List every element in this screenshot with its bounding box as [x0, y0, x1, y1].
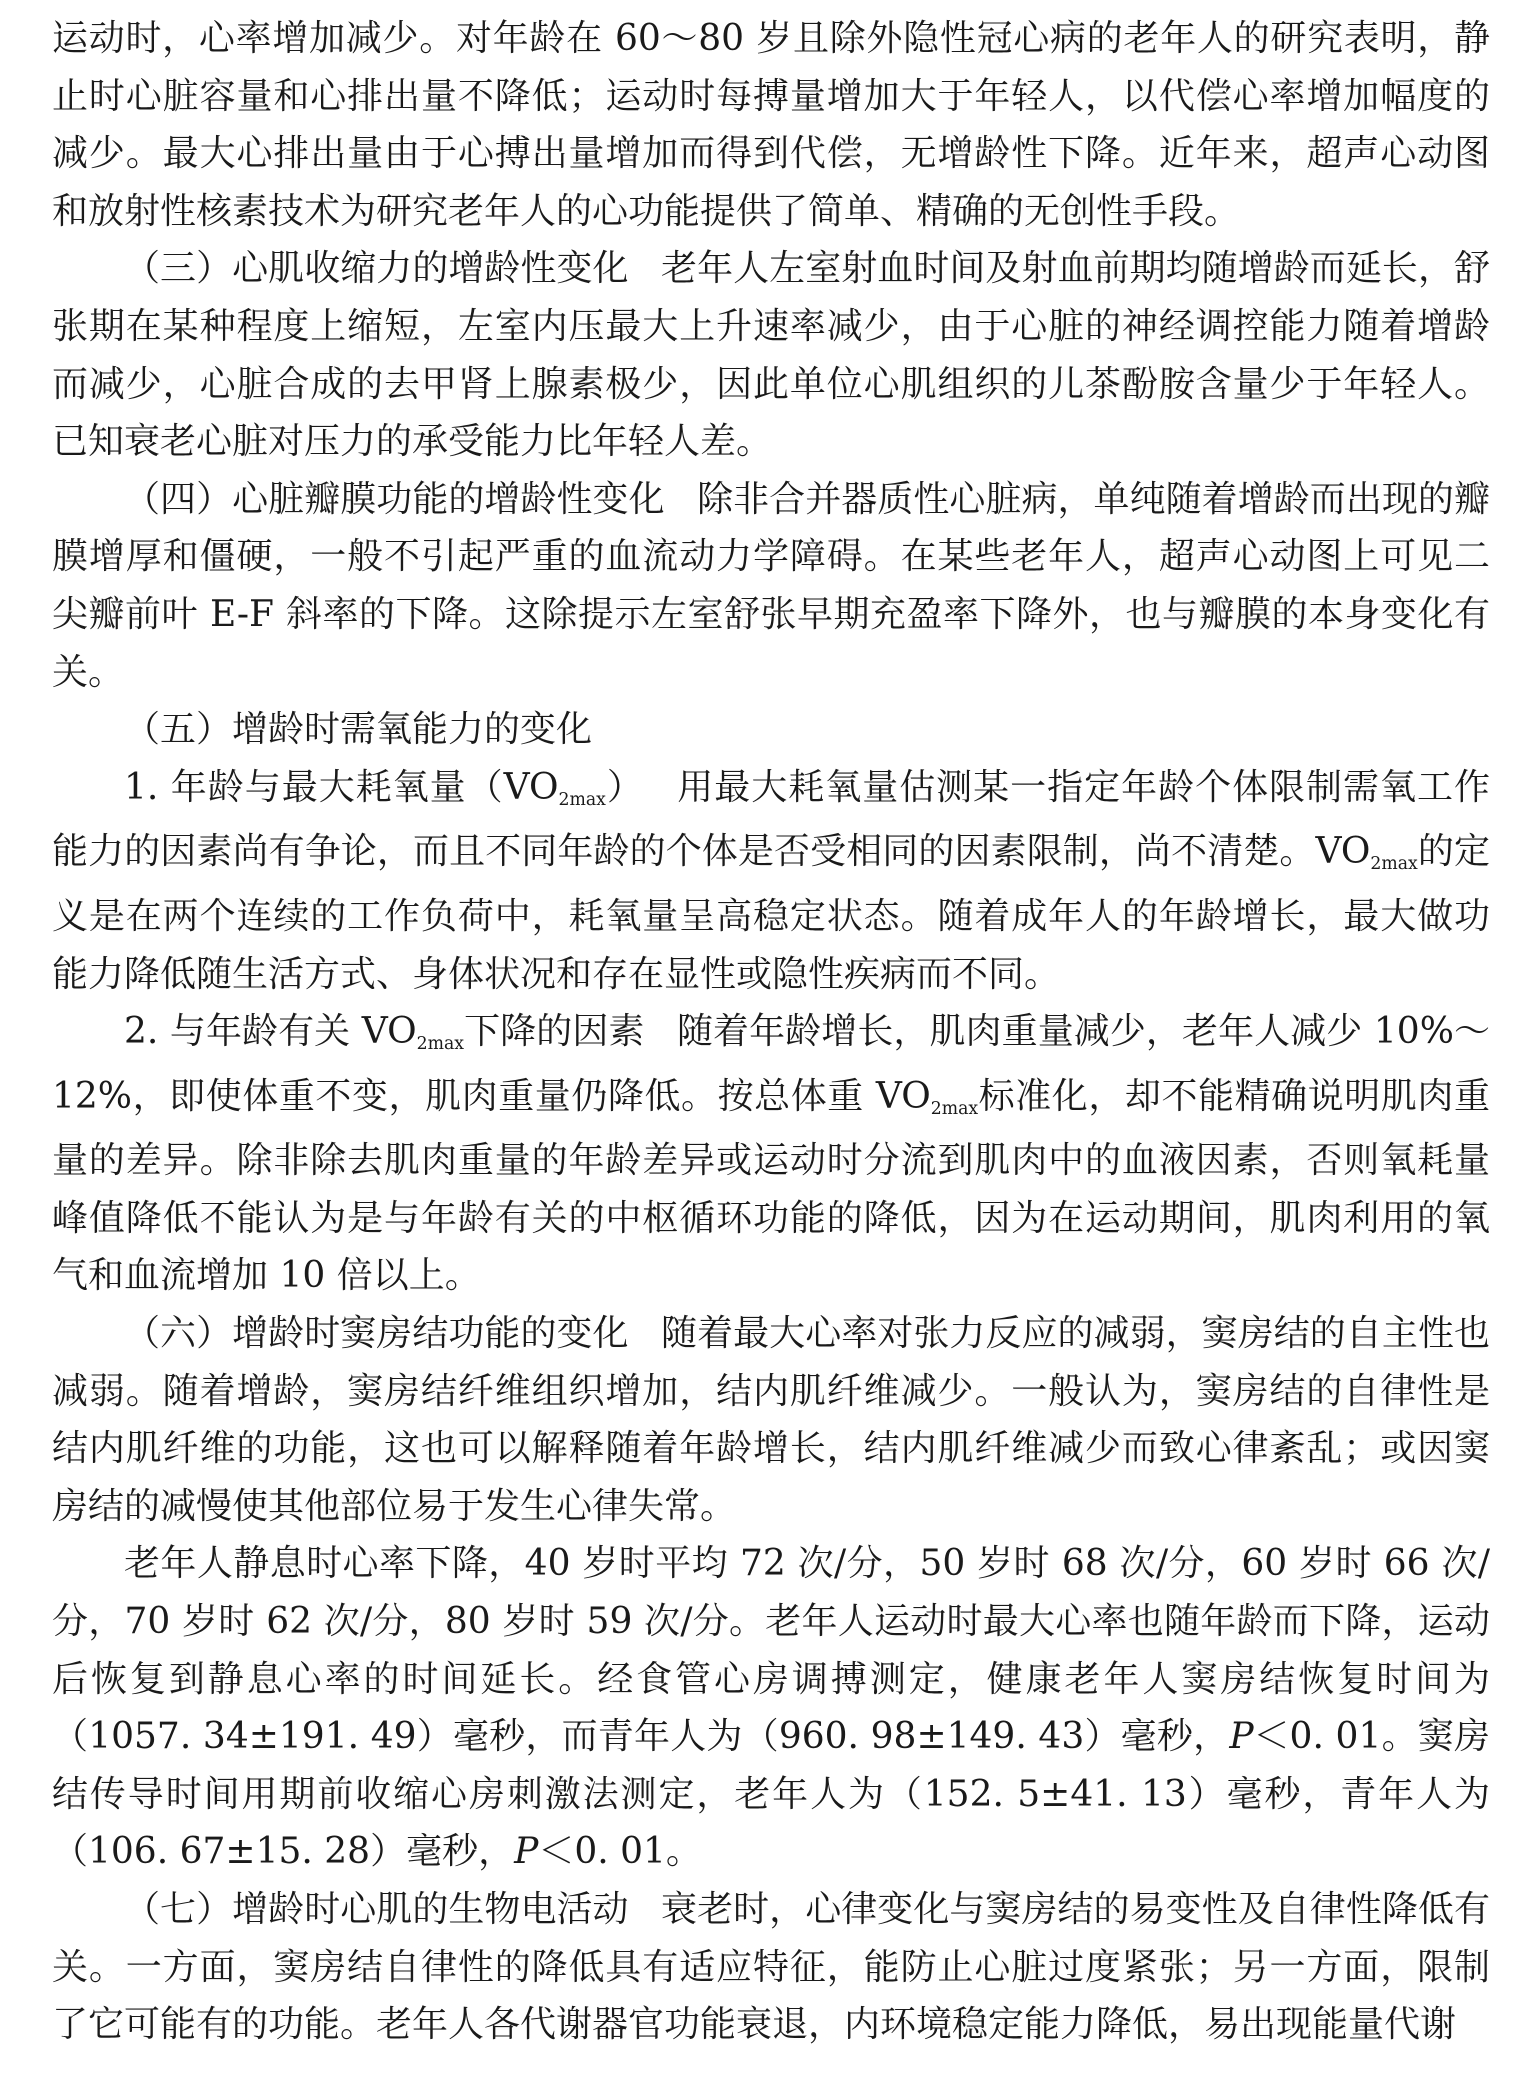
paragraph-text: 运动时，心率增加减少。对年龄在 60～80 岁且除外隐性冠心病的老年人的研究表明，静止时心脏容量和心排出量不降低；运动时每搏量增加大于年轻人，以代偿心率增加幅度的减少。最大心排出量由于心搏出量增加而得到代偿，无增龄性下降。近年来，超声心动图和放射性核素技术为研究老年人的心功能提供了简单、精确的无创性手段。: [52, 18, 1490, 232]
paragraph-sinoatrial-node: [52, 1305, 1490, 1535]
section-heading-4: （四）心脏瓣膜功能的增龄性变化: [124, 478, 665, 520]
paragraph-heart-rate: [52, 1535, 1490, 1881]
subscript: 2max: [416, 1034, 465, 1055]
paragraph-oxygen-heading: [52, 701, 1490, 759]
document-page: [52, 10, 1490, 2054]
paragraph-text: 老年人左室射血时间及射血前期均随增龄而延长，舒张期在某种程度上缩短，左室内压最大上升速率减少，由于心脏的神经调控能力随着增龄而减少，心脏合成的去甲肾上腺素极少，因此单位心肌组织的儿茶酚胺含量少于年轻人。已知衰老心脏对压力的承受能力比年轻人差。: [52, 248, 1490, 463]
paragraph-text: 老年人静息时心率下降，40 岁时平均 72 次/分，50 岁时 68 次/分，60 岁时 66 次/分，70 岁时 62 次/分，80 岁时 59 次/分。老年人运动时最大心率也随年龄而下降，运动后恢复到静息心率的时间延长。经食管心房调搏测定，健康老年人窦房结恢复时间为（1057. 34±191. 49）毫秒，而青年人为（960. 98±149. 43）毫秒，P＜0. 01。窦房结传导时间用期前收缩心房刺激法测定，老年人为（152. 5±41. 13）毫秒，青年人为（106. 67±15. 28）毫秒，P＜0. 01。: [52, 1543, 1490, 1873]
paragraph-vo2max-factors: [52, 1003, 1490, 1305]
subscript: 2max: [1370, 854, 1418, 875]
subscript: 2max: [930, 1098, 979, 1119]
section-heading-7: （七）增龄时心肌的生物电活动: [124, 1889, 629, 1930]
paragraph-cardiac-output: [52, 10, 1490, 240]
paragraph-text: 随着年龄增长，肌肉重量减少，老年人减少 10%～12%，即使体重不变，肌肉重量仍降低。按总体重 VO2max标准化，却不能精确说明肌肉重量的差异。除非除去肌肉重量的年龄差异或运动时分流到肌肉中的血液因素，否则氧耗量峰值降低不能认为是与年龄有关的中枢循环功能的降低，因为在运动期间，肌肉利用的氧气和血流增加 10 倍以上。: [52, 1011, 1490, 1297]
subheading-2: 2. 与年龄有关 VO2max下降的因素: [124, 1011, 645, 1055]
paragraph-vo2max-age: [52, 759, 1490, 1003]
p-value-label: P: [514, 1831, 539, 1873]
paragraph-text: 随着最大心率对张力反应的减弱，窦房结的自主性也减弱。随着增龄，窦房结纤维组织增加，结内肌纤维减少。一般认为，窦房结的自律性是结内肌纤维的功能，这也可以解释随着年龄增长，结内肌纤维减少而致心律紊乱；或因窦房结的减慢使其他部位易于发生心律失常。: [52, 1313, 1490, 1527]
section-heading-3: （三）心肌收缩力的增龄性变化: [124, 248, 629, 290]
paragraph-contractility: [52, 240, 1490, 470]
section-heading-5: （五）增龄时需氧能力的变化: [124, 709, 593, 751]
paragraph-bioelectric: [52, 1881, 1490, 2054]
subheading-1: 1. 年龄与最大耗氧量（VO2max）: [124, 766, 644, 810]
paragraph-text: 用最大耗氧量估测某一指定年龄个体限制需氧工作能力的因素尚有争论，而且不同年龄的个体是否受相同的因素限制，尚不清楚。VO2max的定义是在两个连续的工作负荷中，耗氧量呈高稳定状态。随着成年人的年龄增长，最大做功能力降低随生活方式、身体状况和存在显性或隐性疾病而不同。: [52, 766, 1490, 995]
subscript: 2max: [558, 789, 606, 810]
paragraph-valve-function: [52, 471, 1490, 701]
p-value-label: P: [1229, 1716, 1254, 1758]
section-heading-6: （六）增龄时窦房结功能的变化: [124, 1313, 629, 1355]
paragraph-text: 衰老时，心律变化与窦房结的易变性及自律性降低有关。一方面，窦房结自律性的降低具有适应特征，能防止心脏过度紧张；另一方面，限制了它可能有的功能。老年人各代谢器官功能衰退，内环境稳定能力降低，易出现能量代谢: [52, 1889, 1490, 2046]
paragraph-text: 除非合并器质性心脏病，单纯随着增龄而出现的瓣膜增厚和僵硬，一般不引起严重的血流动力学障碍。在某些老年人，超声心动图上可见二尖瓣前叶 E-F 斜率的下降。这除提示左室舒张早期充盈率下降外，也与瓣膜的本身变化有关。: [52, 478, 1490, 693]
